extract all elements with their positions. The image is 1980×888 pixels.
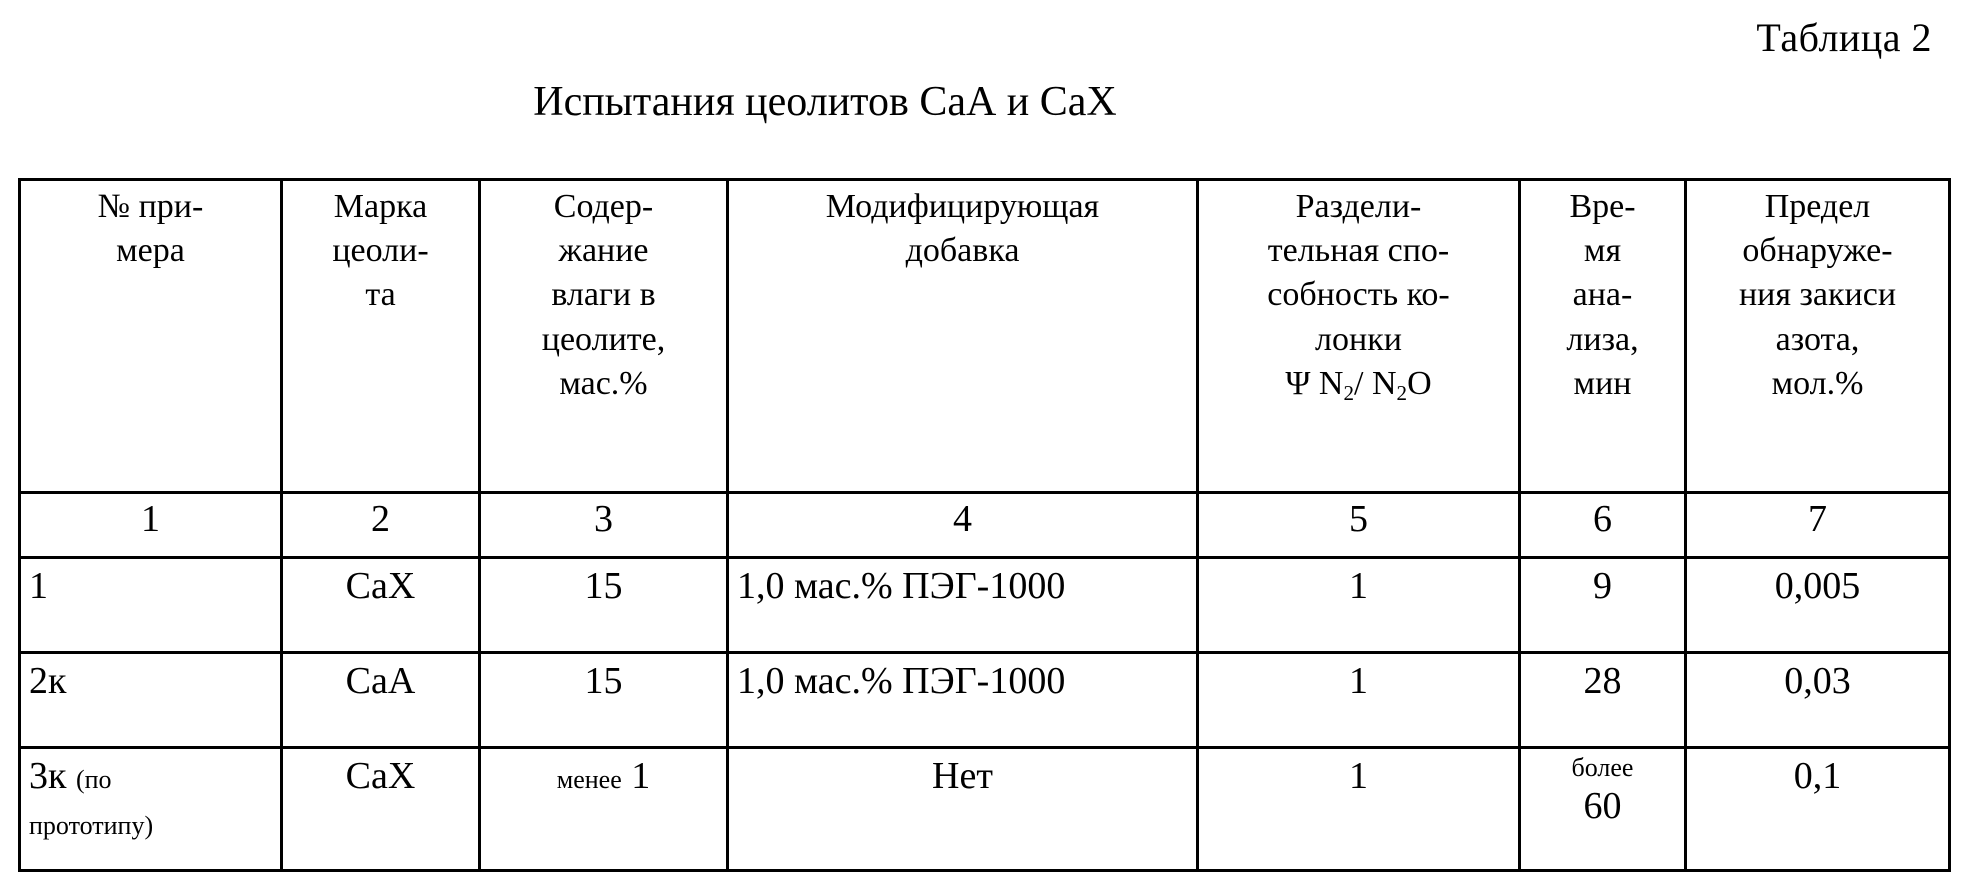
header-line: мера [116,232,185,270]
cell-additive: 1,0 мас.% ПЭГ-1000 [728,653,1198,748]
column-number: 7 [1686,493,1950,558]
column-number: 6 [1520,493,1686,558]
time-value: 60 [1583,784,1622,827]
header-cell-separation-ability [1198,180,1520,493]
cell-detection-limit: 0,005 [1686,558,1950,653]
header-line: Предел [1764,188,1871,225]
time-prefix: более [1571,753,1634,782]
column-number: 3 [480,493,728,558]
column-number: 4 [728,493,1198,558]
column-number: 2 [282,493,480,558]
header-line: № при- [97,188,204,225]
table-row [20,558,1950,653]
formula-prefix: Ψ N [1285,364,1344,402]
header-line: лиза, [1566,320,1639,358]
header-line: Модифицирующая [825,188,1100,225]
header-cell-example-number [20,180,282,493]
cell-zeolite-brand: СаХ [282,558,480,653]
formula-mid: / N [1354,364,1397,402]
formula-sub: 2 [1396,380,1408,405]
header-line: обнаруже- [1742,232,1893,270]
header-cell-moisture [480,180,728,493]
header-cell-detection-limit [1686,180,1950,493]
cell-moisture: 15 [480,653,728,748]
table-row [20,748,1950,871]
column-number: 5 [1198,493,1520,558]
header-cell-additive [728,180,1198,493]
header-line: Раздели- [1295,188,1422,225]
header-line: мин [1573,364,1632,402]
table-row [20,653,1950,748]
cell-example-number [20,748,282,871]
cell-analysis-time: 28 [1520,653,1686,748]
cell-separation-ability: 1 [1198,558,1520,653]
cell-moisture: 15 [480,558,728,653]
cell-zeolite-brand: СаХ [282,748,480,871]
example-number-main: 3к [29,755,67,797]
cell-moisture [480,748,728,871]
header-line: Марка [333,188,428,225]
header-line: жание [558,232,649,270]
cell-separation-ability: 1 [1198,653,1520,748]
header-line: лонки [1315,320,1402,358]
example-number-note: прототипу) [29,811,154,841]
header-line: цеоли- [332,232,429,270]
moisture-prefix: менее [556,765,622,794]
header-line: влаги в [551,276,656,314]
header-line: мя [1583,232,1622,270]
header-line: азота, [1775,320,1860,358]
table-column-number-row [20,493,1950,558]
header-line: мас.% [559,364,648,402]
page-title [0,78,1980,126]
header-line: цеолите, [541,320,666,358]
page-title-text: Испытания цеолитов СаА и СаХ [533,79,1117,125]
header-cell-analysis-time [1520,180,1686,493]
cell-additive: 1,0 мас.% ПЭГ-1000 [728,558,1198,653]
header-line: мол.% [1771,364,1864,402]
cell-detection-limit: 0,03 [1686,653,1950,748]
moisture-value: 1 [631,755,651,797]
header-line: тельная спо- [1267,232,1450,270]
header-cell-zeolite-brand [282,180,480,493]
header-line: та [365,276,396,314]
header-line: Содер- [553,188,654,225]
example-number-note: (по [75,765,112,794]
data-table [18,178,1951,872]
cell-additive: Нет [728,748,1198,871]
header-line: собность ко- [1267,276,1450,314]
cell-zeolite-brand: СаА [282,653,480,748]
header-line: Вре- [1569,188,1636,225]
cell-example-number: 1 [20,558,282,653]
cell-example-number: 2к [20,653,282,748]
table-header-row [20,180,1950,493]
cell-analysis-time: 9 [1520,558,1686,653]
header-line: добавка [905,232,1020,270]
cell-analysis-time [1520,748,1686,871]
header-formula [1207,362,1510,407]
formula-sub: 2 [1343,380,1355,405]
cell-detection-limit: 0,1 [1686,748,1950,871]
formula-suffix: O [1407,364,1432,402]
header-line: ния закиси [1738,276,1897,314]
header-line: ана- [1572,276,1633,314]
cell-separation-ability: 1 [1198,748,1520,871]
data-table-container [18,178,1948,872]
table-number-label: Таблица 2 [1756,15,1932,60]
column-number: 1 [20,493,282,558]
